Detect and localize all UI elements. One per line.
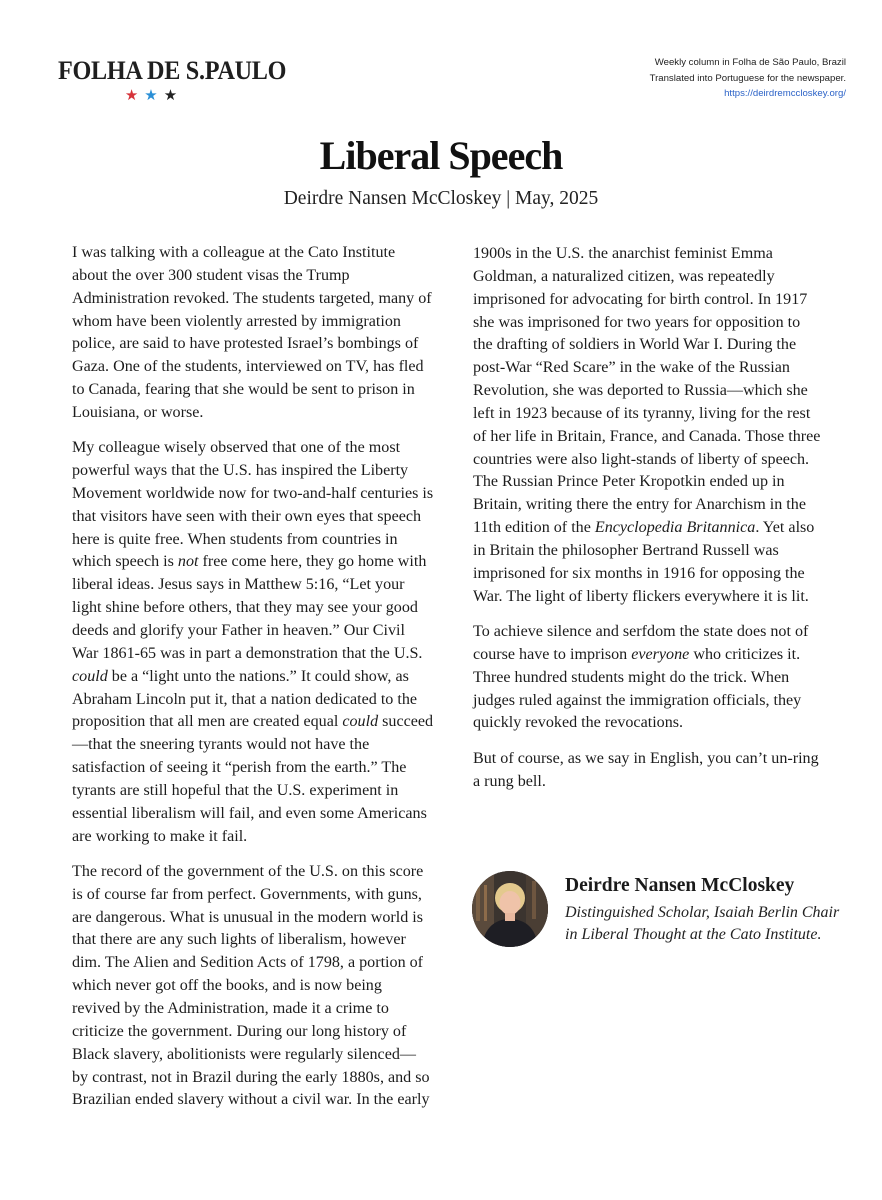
column-note-line1: Weekly column in Folha de São Paulo, Brazil — [654, 57, 846, 68]
column-note-line2: Translated into Portuguese for the newspaper. — [649, 72, 846, 84]
paragraph: 1900s in the U.S. the anarchist feminist Emma Goldman, a naturalized citizen, was repeatedly imprisoned for advocating for birth control. In 1917 she was imprisoned for two years for opposition to the drafting of soldiers in World War I. During the post-War “Red Scare” in the wake of the Russian Revolution, she was deported to Russia—which she left in 1923 because of its tyranny, living for the rest of her life in Britain, France, and Canada. Those three countries were also light-stands of liberty of speech. The Russian Prince Peter Kropotkin ended up in Britain, writing there the entry for Anarchism in the 11th edition of the Encyclopedia Britannica. Yet also in Britain the philosopher Bertrand Russell was imprisoned for six months in 1916 for opposing the War. The light of liberty flickers everywhere it is lit. — [473, 245, 821, 605]
black-star-icon: ★ — [163, 88, 184, 104]
red-star-icon: ★ — [124, 88, 145, 104]
stars-decoration — [30, 87, 278, 105]
paragraph: My colleague wisely observed that one of the most powerful ways that the U.S. has inspired the Liberty Movement worldwide now for two-and-half centuries is that visitors have seen with their own eyes that speech here is quite free. When students from countries in which speech is not free come here, they go home with liberal ideas. Jesus says in Matthew 5:16, “Let your light shine before others, that they may see your good deeds and glorify your Father in heaven.” Our Civil War 1861-65 was in part a demonstration that the U.S. could be a “light unto the nations.” It could show, as Abraham Lincoln put it, that a nation dedicated to the proposition that all men are created equal could succeed—that the sneering tyrants would not have the satisfaction of seeing it “perish from the earth.” The tyrants are still hopeful that the U.S. experiment in essential liberalism will fail, and even some Americans are working to make it fail. — [72, 439, 434, 845]
author-portrait-icon — [472, 871, 548, 947]
column-note — [650, 55, 846, 102]
author-name: Deirdre Nansen McCloskey — [565, 875, 795, 896]
author-title: Distinguished Scholar, Isaiah Berlin Chair in Liberal Thought at the Cato Institute. — [565, 904, 840, 943]
paragraph: The record of the government of the U.S. on this score is of course far from perfect. Governments, with guns, are dangerous. What is unusual in the modern world is that there are any such lights of liberalism, however dim. The Alien and Sedition Acts of 1798, a portion of which never got off the books, and is now being revived by the Administration, made it a crime to criticize the government. During our long history of Black slavery, abolitionists were regularly silenced— by contrast, not in Brazil during the early 1880s, and so Brazilian ended slavery without a civil war. In the early — [72, 862, 430, 1109]
article-title: Liberal Speech — [319, 133, 563, 178]
right-column — [473, 243, 821, 806]
paragraph: I was talking with a colleague at the Cato Institute about the over 300 student visas the Trump Administration revoked. The students targeted, many of whom have been violently arrested by immigration police, are said to have protested Israel’s bombings of Gaza. One of the students, interviewed on TV, has fled to Canada, fearing that she would be sent to prison in Louisiana, or worse. — [72, 244, 432, 421]
paragraph: But of course, as we say in English, you can’t un-ring a rung bell. — [473, 749, 819, 790]
newspaper-logo[interactable]: FOLHA DE S.PAULO — [58, 56, 287, 85]
article-byline: Deirdre Nansen McCloskey | May, 2025 — [283, 188, 599, 209]
author-avatar — [472, 871, 548, 947]
website-link[interactable]: https://deirdremccloskey.org/ — [724, 88, 846, 99]
author-card — [472, 871, 852, 951]
paragraph: To achieve silence and serfdom the state does not of course have to imprison everyone who criticizes it. Three hundred students might do the trick. When judges ruled against the immigration officials, they quickly revoked the revocations. — [473, 623, 809, 732]
masthead — [58, 56, 287, 105]
blue-star-icon: ★ — [144, 88, 164, 104]
left-column — [72, 242, 434, 1125]
